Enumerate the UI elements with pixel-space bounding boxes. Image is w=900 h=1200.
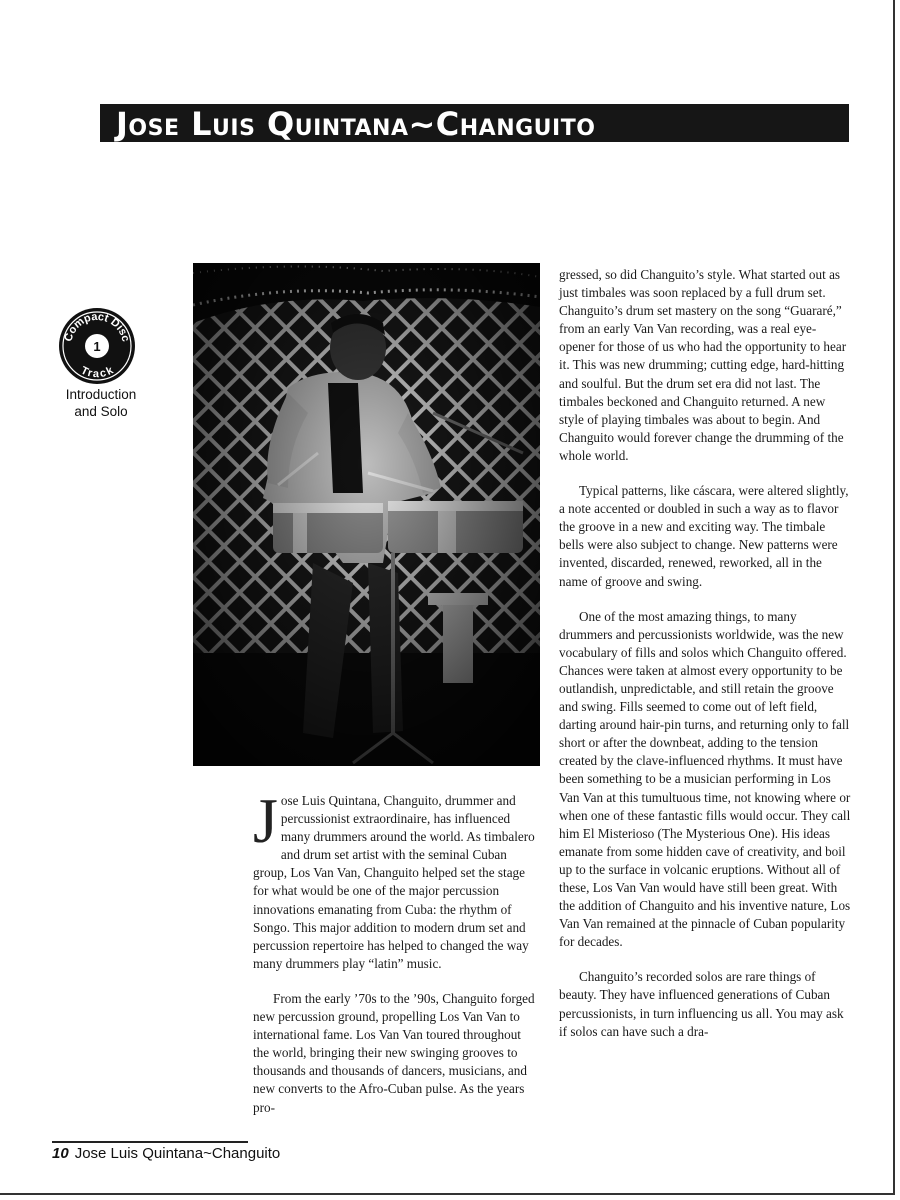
compact-disc-track-badge [57, 306, 137, 386]
intro-paragraph-text: ose Luis Quintana, Changuito, drummer and percussionist extraordinaire, has influenced many drummers around the world. As timbalero and drum set artist with the seminal Cuban group, Los Van Van, Changuito helped set the stage for what would be one of the major percussion innovations emanating from Cuba: the rhythm of Songo. This major addition to modern drum set and percussion repertoire has helped to changed the way many drummers play “latin” music. [253, 793, 535, 971]
right-paragraph-4: Changuito’s recorded solos are rare things of beauty. They have influenced generations of Cuban percussionists, in turn influencing us all. You may ask if solos can have such a dra- [559, 969, 844, 1039]
right-paragraph-2: Typical patterns, like cáscara, were altered slightly, a note accented or doubled in such a way as to flavor the groove in a new and exciting way. The timbale bells were also subject to change. New patterns were invented, discarded, renewed, reworked, all in the name of groove and swing. [559, 483, 849, 589]
right-paragraph-3: One of the most amazing things, to many drummers and percussionists worldwide, was the new vocabulary of fills and solos which Changuito offered. Chances were taken at almost every opportunity to be outlandish, unpredictable, and still retain the groove and swing. Fills seemed to come out of left field, darting around hair-pin turns, and returning only to fall short or after the downbeat, adding to the tension created by the clave-influenced rhythms. It must have been something to be a musician performing in Los Van Van at this tumultuous time, not knowing where or when one of these fantastic fills would occur. They call him El Misterioso (The Mysterious One). His ideas emanate from some hidden cave of creativity, and boil up to the surface in volcanic eruptions. Without all of these, Los Van Van would have still been great. With the addition of Changuito and his inventive nature, Los Van Van remained at the pinnacle of Cuban popularity for decades. [559, 608, 851, 950]
footer-rule [52, 1141, 248, 1143]
page-footer [52, 1145, 280, 1162]
page-title: Jose Luis Quintana~Changuito [106, 104, 607, 142]
musician-photo [193, 263, 540, 766]
intro-paragraph [253, 785, 540, 973]
running-title: Jose Luis Quintana~Changuito [74, 1145, 281, 1162]
page-number: 10 [52, 1145, 69, 1162]
cd-badge-top-text: Compact Disc [62, 310, 132, 344]
right-paragraph-1: gressed, so did Changuito’s style. What started out as just timbales was soon replaced by a full drum set. Changuito’s drum set mastery on the song “Guararé,” from an early Van Van recording, was a real eye-opener for those of us who had the opportunity to hear it. This was new drumming; cutting edge, hard-hitting and soulful. But the drum set era did not last. The timbales beckoned and Changuito returned. A new style of playing timbales was about to begin. And Changuito would forever change the drumming of the whole world. [559, 267, 847, 463]
cd-badge-bottom-text: Track [78, 364, 116, 381]
cd-badge-number: 1 [93, 339, 101, 354]
left-text-column [253, 785, 540, 1117]
musician-playing-timbales-photo [193, 263, 540, 766]
cd-caption-line-2: and Solo [74, 404, 128, 419]
right-text-column [559, 266, 851, 1041]
cd-caption-line-1: Introduction [65, 387, 137, 402]
left-paragraph-2: From the early ’70s to the ’90s, Changuito forged new percussion ground, propelling Los Van Van to international fame. Los Van Van toured throughout the world, bringing their new swinging grooves to thousands and thousands of dancers, musicians, and new converts to the Afro-Cuban pulse. As the years pro- [253, 990, 535, 1115]
drop-cap: J [253, 785, 278, 856]
title-bar [100, 104, 849, 142]
cd-track-caption [48, 386, 154, 420]
